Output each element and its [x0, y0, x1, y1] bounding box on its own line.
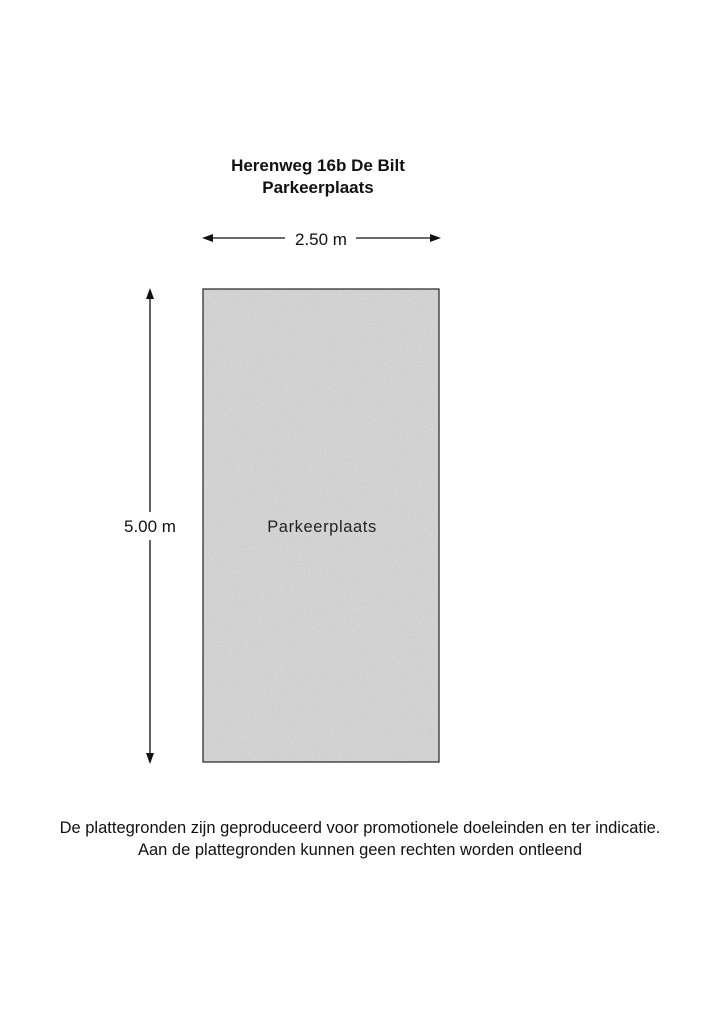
parking-space: [203, 289, 439, 762]
height-dimension: [124, 288, 176, 764]
disclaimer-line-1: De plattegronden zijn geproduceerd voor promotionele doeleinden en ter indicatie.: [59, 819, 661, 837]
arrow-down-icon: [146, 753, 154, 764]
plan-subtitle: Parkeerplaats: [262, 178, 374, 197]
plan-title: Herenweg 16b De Bilt: [231, 156, 405, 175]
arrow-right-icon: [430, 234, 441, 242]
arrow-up-icon: [146, 288, 154, 299]
width-label: 2.50 m: [295, 230, 347, 249]
arrow-left-icon: [202, 234, 213, 242]
room-label: Parkeerplaats: [267, 518, 377, 536]
disclaimer-line-2: Aan de plattegronden kunnen geen rechten worden ontleend: [137, 841, 583, 859]
width-dimension: [202, 230, 441, 249]
height-label: 5.00 m: [124, 517, 176, 536]
